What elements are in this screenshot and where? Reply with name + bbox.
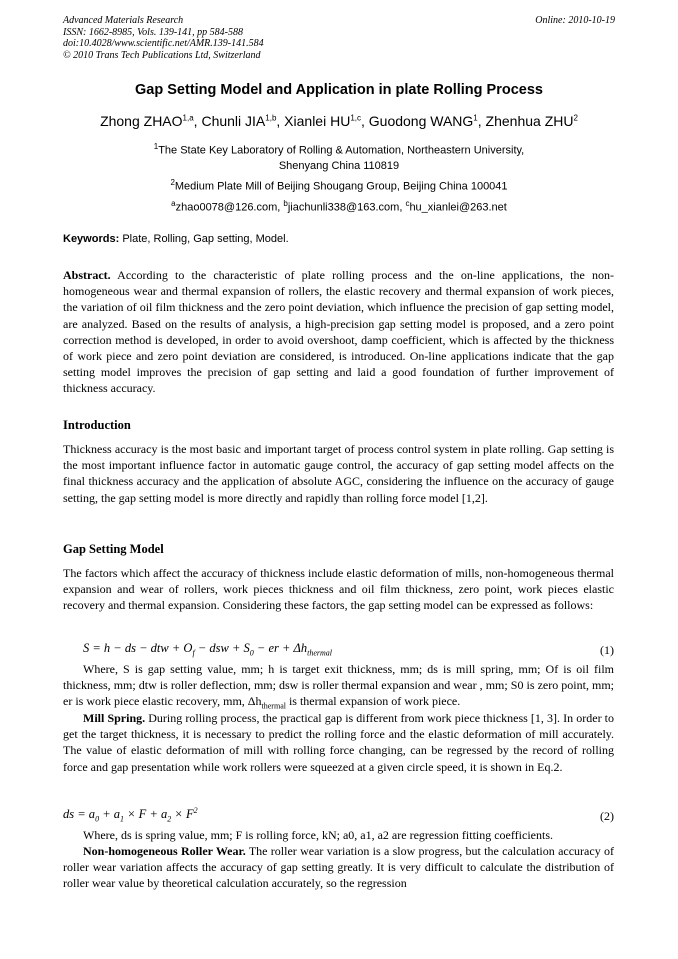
aff-sup: 2 — [170, 178, 175, 187]
journal-meta — [63, 15, 264, 61]
where-2: Where, ds is spring value, mm; F is rolling force, kN; a0, a1, a2 are regression fitting coefficients. — [83, 828, 553, 842]
equation-1-number: (1) — [600, 643, 614, 657]
aff1-line2: Shenyang China 110819 — [278, 159, 400, 172]
where-1-end: is thermal expansion of work piece. — [285, 694, 461, 709]
abstract — [63, 267, 614, 397]
author-name: Xianlei HU — [284, 113, 351, 129]
author-sup: 1 — [473, 113, 478, 123]
intro-text: Thickness accuracy is the most basic and important target of process control system in plate rolling. Gap setting is the most important influence factor in automatic gauge control, the accuracy of gap setting model affects on the final thickness accuracy and the application of absolute AGC, considering the influence on the accuracy of gauge setting, the gap setting model is more directly and rapidly than rolling force model [1,2]. — [63, 442, 614, 505]
where-1 — [63, 661, 614, 715]
author-name: Chunli JIA — [201, 113, 266, 129]
author-sup: 1,c — [350, 113, 361, 123]
keywords — [63, 233, 289, 245]
author-sup: 2 — [573, 113, 578, 123]
abstract-label: Abstract. — [63, 268, 111, 282]
author-sup: 1,b — [265, 113, 277, 123]
keywords-label: Keywords: — [63, 233, 120, 245]
journal-name: Advanced Materials Research — [63, 15, 184, 26]
mill-spring-text: During rolling process, the practical gap is different from work piece thickness [1, 3]. In order to get the target thickness, it is necessary to predict the rolling force and the elastic deformation of mill accurately. The value of elastic deformation of mill with rolling force changing, can be regressed by the record of rolling force and gap presentation while work rollers were squeezed at a given circle speed, it is shown in Eq.2. — [63, 711, 615, 774]
equation-1: S = h − ds − dtw + $O_f$ − dsw + $S_0$ − er + $\Delta h_{thermal}$ — [83, 641, 333, 658]
author-name: Guodong WANG — [368, 113, 474, 129]
keywords-text: Plate, Rolling, Gap setting, Model. — [122, 233, 289, 245]
affiliation-1 — [0, 139, 678, 174]
online-date: Online: 2010-10-19 — [535, 15, 615, 26]
email-link[interactable]: hu_xianlei@263.net — [409, 201, 507, 214]
affiliation-2 — [0, 175, 678, 195]
intro-heading: Introduction — [63, 418, 131, 432]
aff1-line1: The State Key Laboratory of Rolling & Automation, Northeastern University, — [158, 144, 525, 157]
issn-line: ISSN: 1662-8985, Vols. 139-141, pp 584-588 — [63, 26, 243, 38]
gap-model-heading: Gap Setting Model — [63, 542, 164, 556]
mill-spring-para — [63, 710, 614, 775]
doi-line: doi:10.4028/www.scientific.net/AMR.139-141.584 — [63, 38, 264, 49]
email-sup: a — [171, 199, 176, 208]
mill-spring-label: Mill Spring. — [83, 711, 146, 725]
equation-2: ds = $a_0 + a_1 \times F + a_2 \times F^2$ — [63, 806, 198, 824]
gap-model-para1: The factors which affect the accuracy of thickness include elastic deformation of mills, non-homogeneous thermal expansion and wear of rollers, work pieces thickness and oil film thickness, zero point, work pieces elastic recovery and thermal expansion. Considering these factors, the gap setting model can be expressed as follows: — [63, 566, 614, 613]
aff-sup: 1 — [153, 142, 159, 151]
email-sup: c — [405, 199, 410, 208]
email-link[interactable]: jiachunli338@163.com, — [287, 201, 403, 214]
where-1-text: Where, S is gap setting value, mm; h is target exit thickness, mm; ds is mill spring, mm; Of is oil film thickness, mm; dtw is roller deflection, mm; dsw is roller thermal expansion and wear , mm; S0 is zero point, mm; er is work piece elastic recovery, mm, Δh — [63, 662, 614, 709]
wear-text: The roller wear variation is a slow progress, but the calculation accuracy of roller wear variation affects the accuracy of gap setting greatly. It is very difficult to calculate the distribution of roller wear value by theoretical calculation accurately, so the regression — [63, 844, 614, 891]
copyright-line: © 2010 Trans Tech Publications Ltd, Switzerland — [63, 49, 261, 61]
author-name: Zhong ZHAO — [100, 113, 183, 129]
author-sup: 1,a — [182, 113, 194, 123]
author-list: Zhong ZHAO$^{1,a}$, Chunli JIA$^{1,b}$, Xianlei HU$^{1,c}$, Guodong WANG$^1$, Zhenhua ZHU$^2$ — [100, 113, 578, 129]
wear-para — [63, 843, 614, 892]
author-name: Zhenhua ZHU — [485, 113, 574, 129]
paper-title: Gap Setting Model and Application in plate Rolling Process — [135, 82, 543, 98]
wear-label: Non-homogeneous Roller Wear. — [83, 844, 246, 858]
email-sup: b — [283, 199, 288, 208]
aff2-text: Medium Plate Mill of Beijing Shougang Group, Beijing China 100041 — [174, 180, 508, 193]
equation-2-number: (2) — [600, 809, 614, 823]
abstract-text: According to the characteristic of plate rolling process and the on-line applications, the non-homogeneous wear and thermal expansion of rollers, the elastic recovery and thermal expansion of work pieces, the variation of oil film thickness and the zero point deviation, which influence the precision of gap setting model, are analyzed. Based on the results of analysis, a high-precision gap setting model is proposed, and a zero point correction method is developed, in order to avoid overshoot, damp coefficient, which is affected by the thickness of work piece and zero point deviation are considered, is introduced. On-line applications indicate that the gap setting model improves the precision of gap setting and laid a good foundation of further improvement of thickness accuracy. — [63, 268, 614, 396]
where-1-sub: thermal — [261, 701, 286, 711]
email-list — [0, 196, 678, 216]
email-link[interactable]: zhao0078@126.com, — [175, 201, 281, 214]
